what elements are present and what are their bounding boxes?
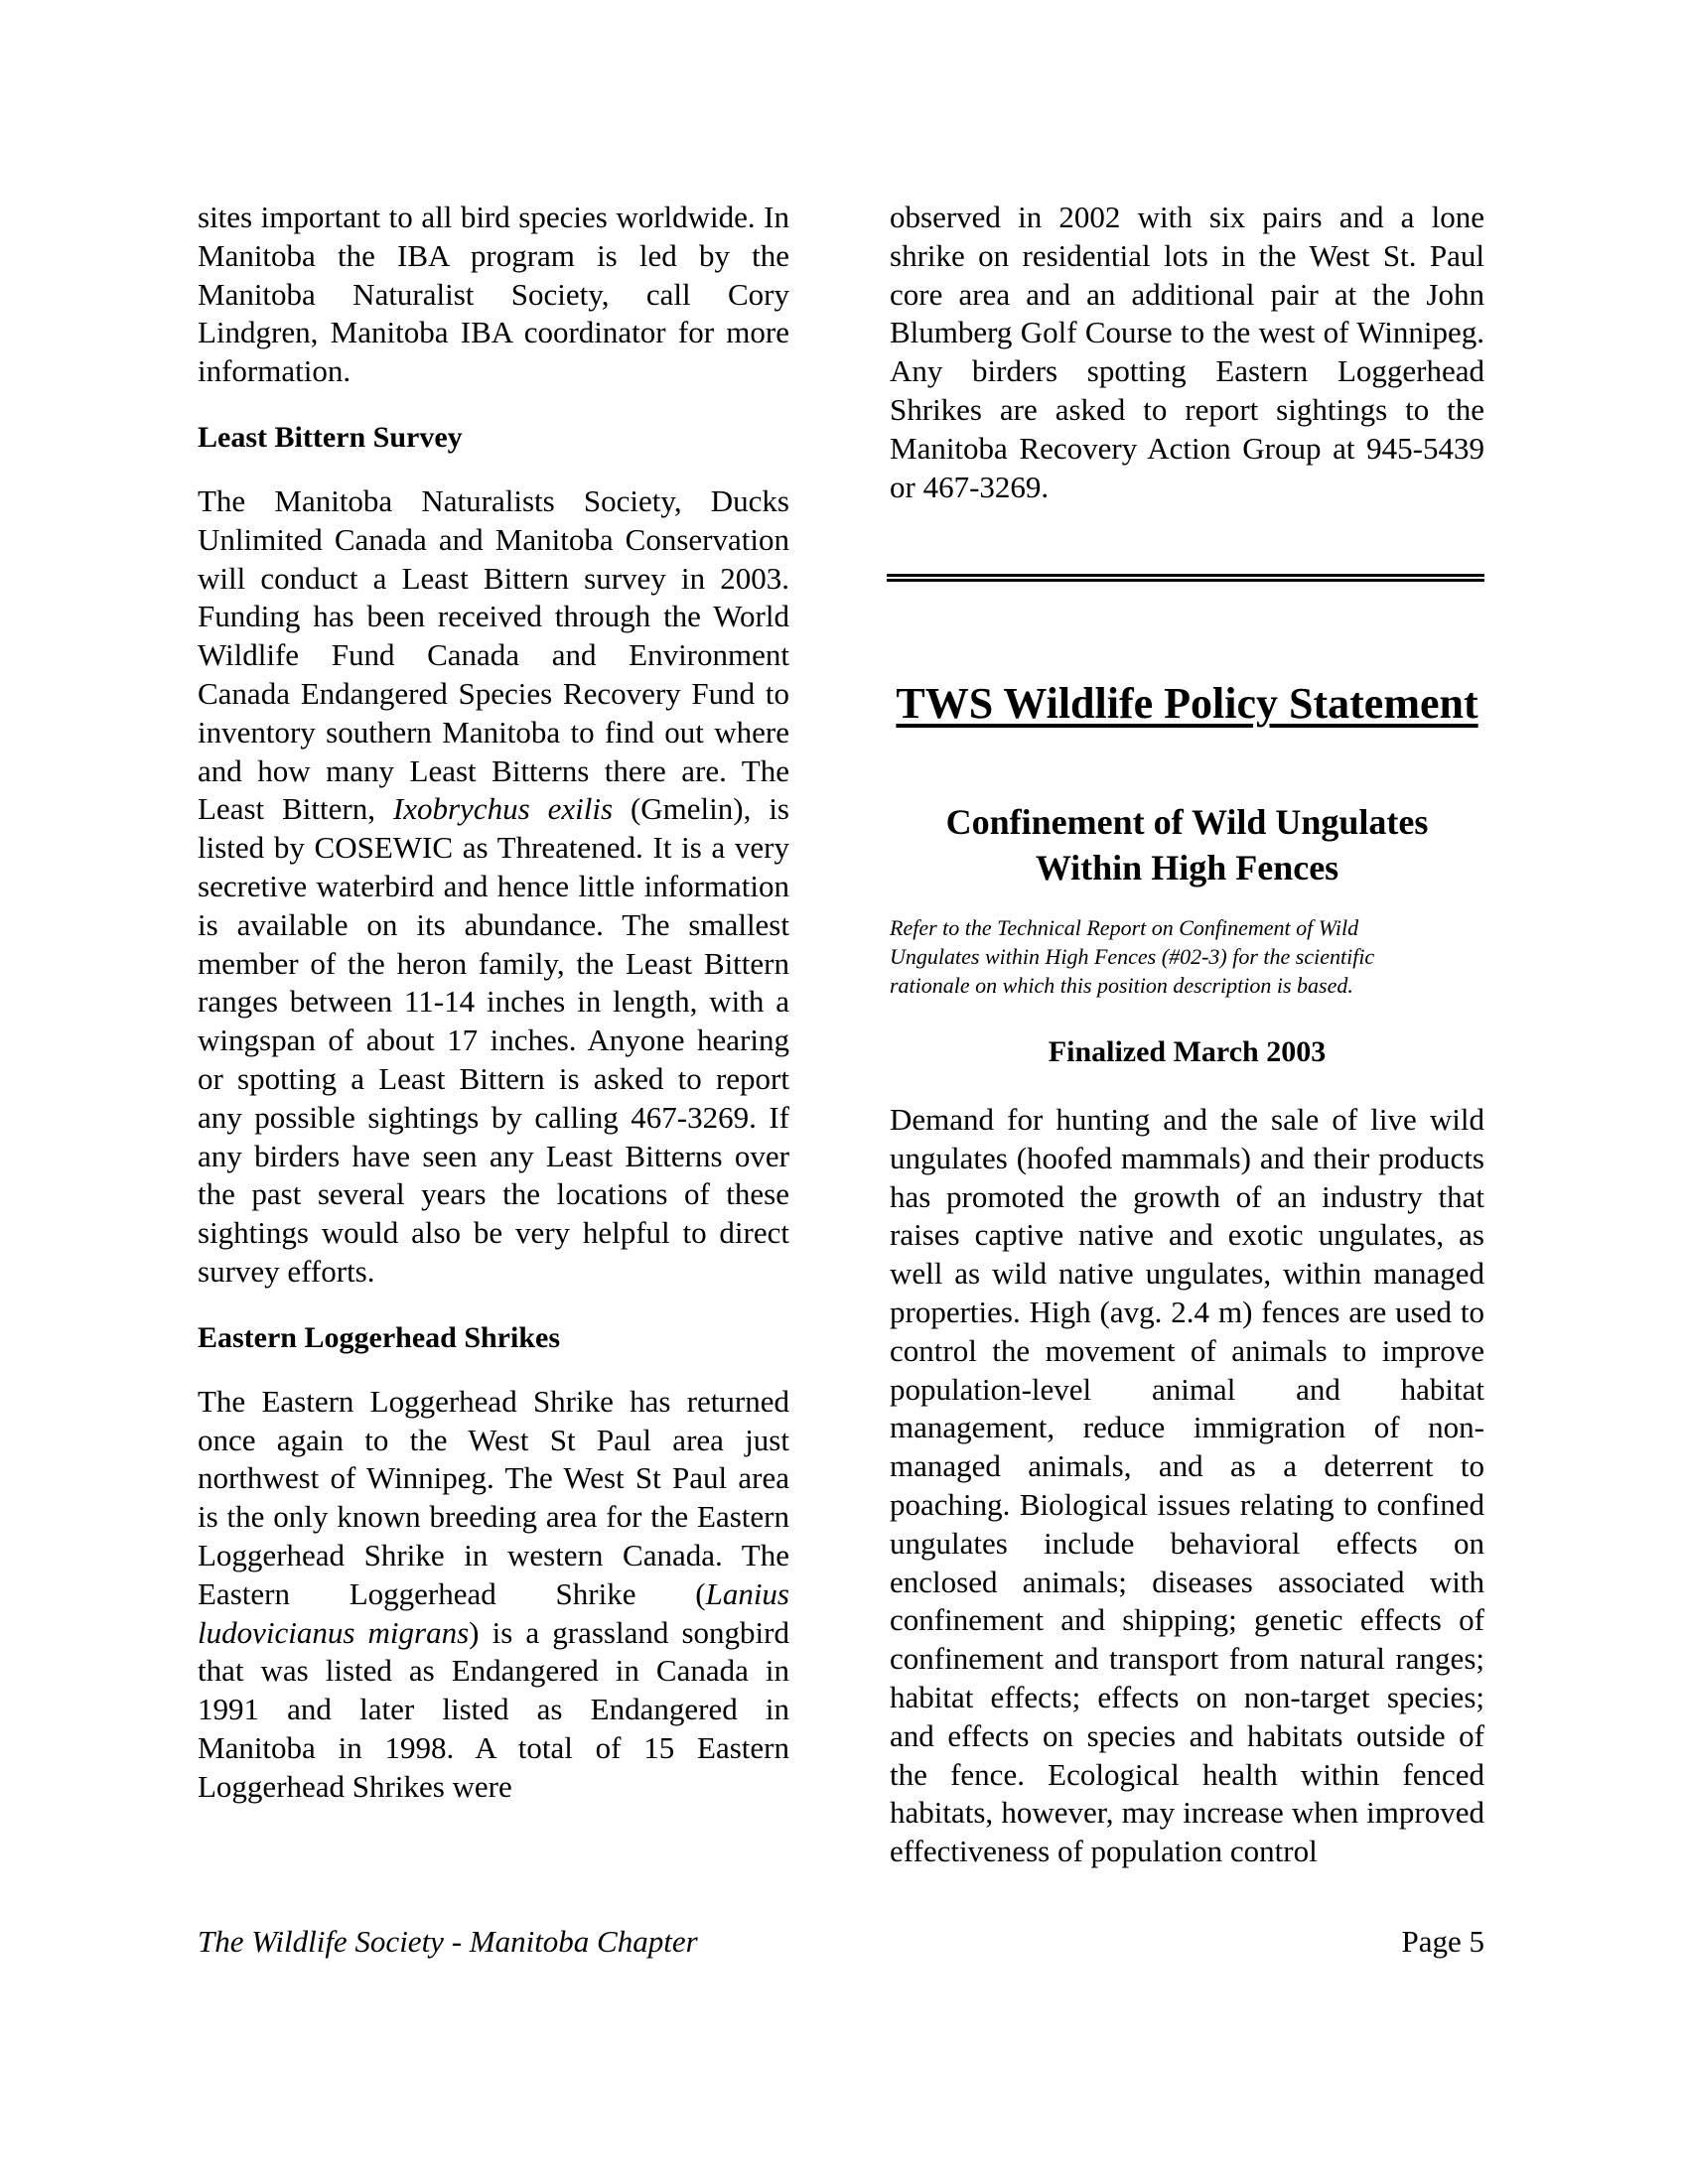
shrikes-text-1: The Eastern Loggerhead Shrike has returned once again to the West St Paul area just northwest of Winnipeg. The West St Paul area is the only known breeding area for the Eastern Loggerhead Shrike in western Canada. The Eastern Loggerhead Shrike ( — [198, 1383, 789, 1611]
shrikes-text-2: ) is a grassland songbird that was listed as Endangered in Canada in 1991 and later listed as Endangered in Manitoba in 1998. A total of 15 Eastern Loggerhead Shrikes were — [198, 1614, 789, 1804]
spacer — [198, 1292, 789, 1319]
policy-section-title: TWS Wildlife Policy Statement — [896, 679, 1478, 728]
shrikes-heading: Eastern Loggerhead Shrikes — [198, 1320, 561, 1354]
policy-subtitle — [890, 799, 1484, 890]
double-rule-divider — [887, 574, 1484, 584]
policy-subtitle-line-1: Confinement of Wild Ungulates — [945, 802, 1429, 842]
technical-report-note: Refer to the Technical Report on Confinement of Wild Ungulates within High Fences (#02-3) for the scientific rationale on which this position description is based. — [890, 915, 1375, 998]
shrikes-paragraph — [198, 1383, 789, 1807]
left-column — [198, 199, 789, 1806]
finalized-date: Finalized March 2003 — [1048, 1035, 1327, 1068]
least-bittern-text-1: The Manitoba Naturalists Society, Ducks Unlimited Canada and Manitoba Conservation will conduct a Least Bittern survey in 2003. Funding has been received through the World Wildlife Fund Canada and Environment Canada Endangered Species Recovery Fund to inventory southern Manitoba to find out where and how many Least Bitterns there are. The Least Bittern, — [198, 482, 789, 827]
least-bittern-text-2: (Gmelin), is listed by COSEWIC as Threatened. It is a very secretive waterbird and hence little information is available on its abundance. The smallest member of the heron family, the Least Bittern ranges between 11-14 inches in length, with a wingspan of about 17 inches. Anyone hearing or spotting a Least Bittern is asked to report any possible sightings by calling 467-3269. If any birders have seen any Least Bitterns over the past several years the locations of these sightings would also be very helpful to direct survey efforts. — [198, 791, 789, 1289]
shrikes-continuation-paragraph: observed in 2002 with six pairs and a lone shrike on residential lots in the West St. Paul core area and an additional pair at the John Blumberg Golf Course to the west of Winnipeg. Any birders spotting Eastern Loggerhead Shrikes are asked to report sightings to the Manitoba Recovery Action Group at 945-5439 or 467-3269. — [890, 200, 1484, 504]
spacer — [198, 391, 789, 419]
spacer — [198, 1357, 789, 1383]
least-bittern-heading: Least Bittern Survey — [198, 420, 463, 454]
policy-body-paragraph: Demand for hunting and the sale of live wild ungulates (hoofed mammals) and their products has promoted the growth of an industry that raises captive native and exotic ungulates, as well as wild native ungulates, within managed properties. High (avg. 2.4 m) fences are used to control the movement of animals to improve population-level animal and habitat management, reduce immigration of non-managed animals, and as a deterrent to poaching. Biological issues relating to confined ungulates include behavioral effects on enclosed animals; diseases associated with confinement and shipping; genetic effects of confinement and transport from natural ranges; habitat effects; effects on non-target species; and effects on species and habitats outside of the fence. Ecological health within fenced habitats, however, may increase when improved effectiveness of population control — [890, 1102, 1484, 1869]
footer-publication-name: The Wildlife Society - Manitoba Chapter — [198, 1924, 698, 1959]
footer-page-number: Page 5 — [1401, 1924, 1484, 1959]
least-bittern-species-name: Ixobrychus exilis — [392, 791, 614, 827]
policy-body — [890, 1101, 1484, 1871]
right-column-top — [890, 199, 1484, 506]
spacer — [198, 457, 789, 482]
iba-continuation-paragraph: sites important to all bird species worldwide. In Manitoba the IBA program is led by the Manitoba Naturalist Society, call Cory Lindgren, Manitoba IBA coordinator for more information. — [198, 200, 789, 389]
shrikes-species-name: Lanius ludovicianus migrans — [198, 1575, 789, 1650]
least-bittern-paragraph — [198, 482, 789, 1292]
policy-subtitle-line-2: Within High Fences — [1035, 848, 1339, 887]
rule-line — [887, 574, 1484, 577]
rule-line — [887, 579, 1484, 582]
